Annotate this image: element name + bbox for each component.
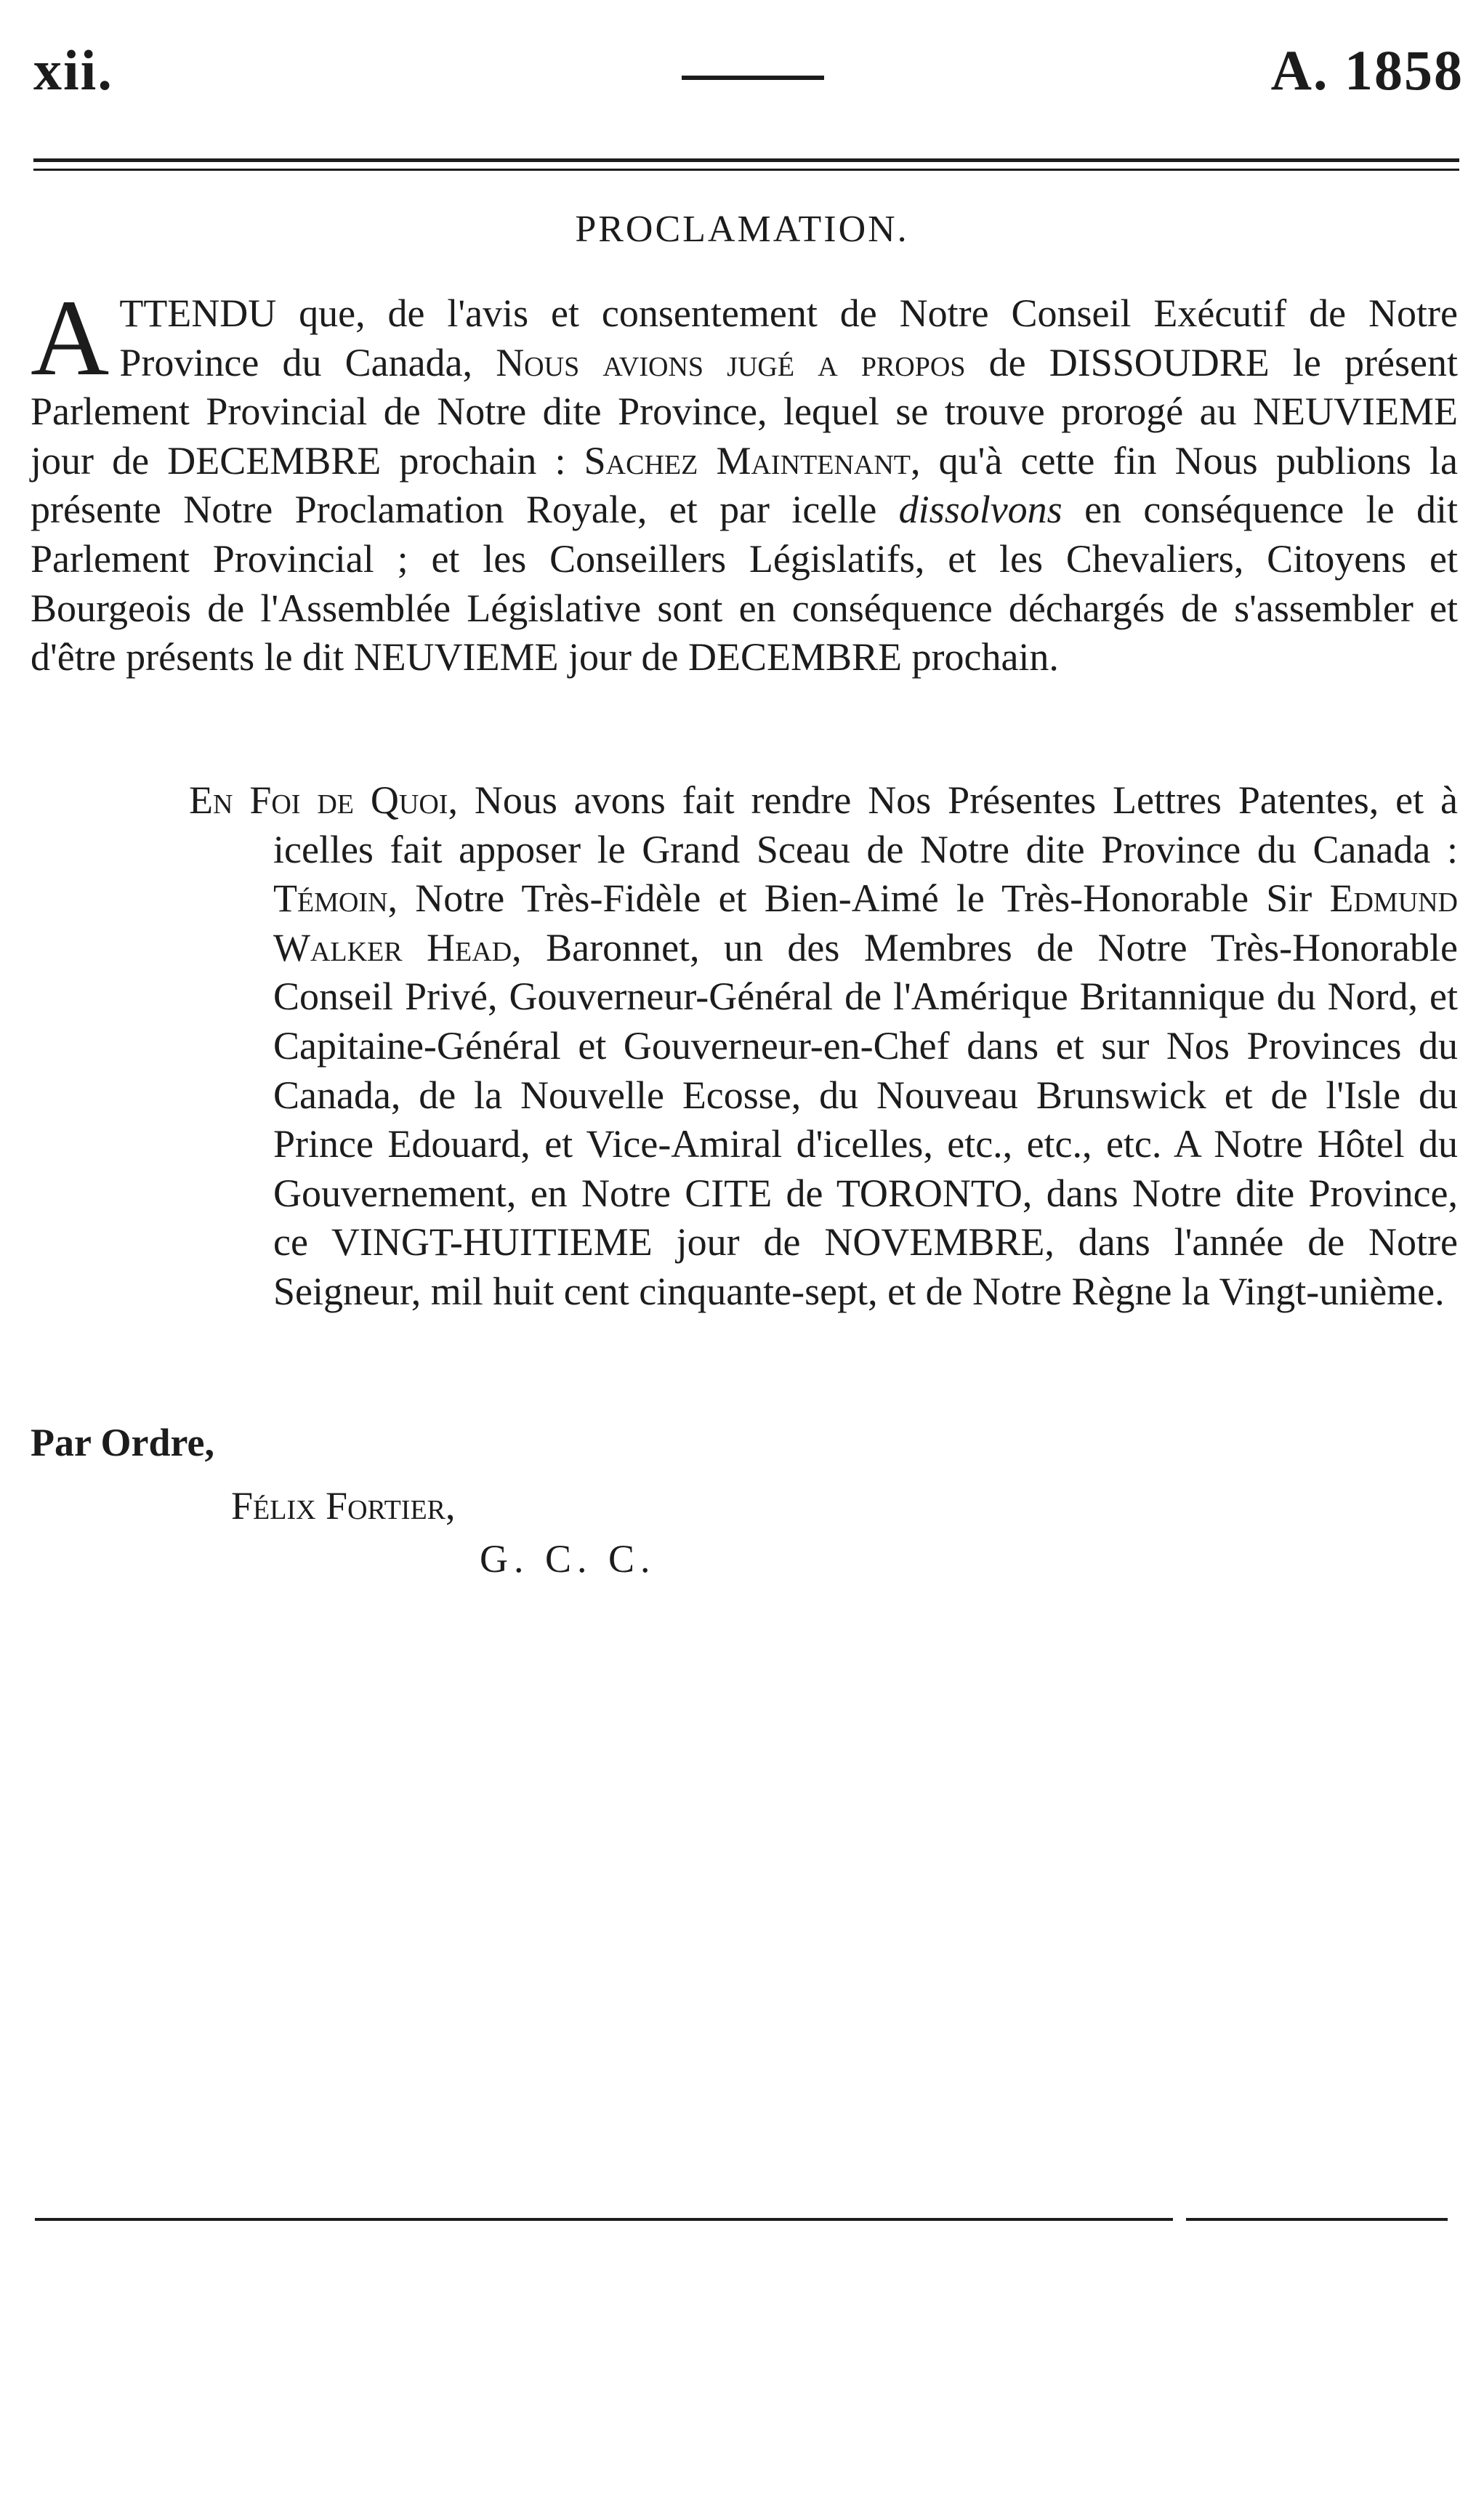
witness-text-1: , Nous avons fait rendre Nos Présentes Lettres Patentes, et à icelles fait apposer le Grand Sceau de Notre dite Province du Canada :: [273, 778, 1458, 871]
proclamation-title: PROCLAMATION.: [575, 209, 909, 250]
header-rule-top: [33, 158, 1459, 162]
header-rule-bottom: [33, 169, 1459, 171]
by-order: Par Ordre,: [31, 1421, 214, 1464]
preamble-text-3: , qu'à cette fin Nous publions la présente Notre Proclamation Royale, et par icelle: [31, 438, 1458, 532]
witness-paragraph: [189, 776, 1458, 1317]
drop-cap: A: [31, 278, 110, 398]
preamble-paragraph: [31, 278, 1458, 682]
witness-smallcaps-2: Témoin: [273, 876, 388, 921]
witness-smallcaps-1: En Foi de Quoi: [189, 778, 448, 822]
header-dash: [682, 76, 824, 80]
preamble-text-4: en conséquence le dit Parlement Provincial ; et les Conseillers Législatifs, et les Chevaliers, Citoyens et Bourgeois de l'Assemblée Législative sont en conséquence déchargés de s'assembler et d'être présents le dit NEUVIEME jour de DECEMBRE prochain.: [31, 488, 1458, 679]
signer-name: Félix Fortier,: [231, 1484, 456, 1528]
preamble-italic: dissolvons: [898, 488, 1062, 532]
witness-text-2: , Notre Très-Fidèle et Bien-Aimé le Très-Honorable Sir: [387, 876, 1330, 921]
preamble-text-2: de DISSOUDRE le présent Parlement Provincial de Notre dite Province, lequel se trouve prorogé au NEUVIEME jour de DECEMBRE prochain :: [31, 340, 1458, 483]
preamble-smallcaps-2: Sachez Maintenant: [584, 438, 911, 483]
witness-text-3: , Baronnet, un des Membres de Notre Très-Honorable Conseil Privé, Gouverneur-Général de l'Amérique Britannique du Nord, et Capitaine-Général et Gouverneur-en-Chef dans et sur Nos Provinces du Canada, de la Nouvelle Ecosse, du Nouveau Brunswick et de l'Isle du Prince Edouard, et Vice-Amiral d'icelles, etc., etc., etc. A Notre Hôtel du Gouvernement, en Notre CITE de TORONTO, dans Notre dite Province, ce VINGT-HUITIEME jour de NOVEMBRE, dans l'année de Notre Seigneur, mil huit cent cinquante-sept, et de Notre Règne la Vingt-unième.: [273, 925, 1458, 1313]
witness-smallcaps-3: Edmund Walker Head: [273, 876, 1458, 969]
page-number: xii.: [33, 39, 113, 102]
footer-rule-left: [35, 2218, 1173, 2221]
signer-title: G. C. C.: [480, 1537, 656, 1581]
footer-rule-right: [1186, 2218, 1448, 2221]
preamble-text-1: TTENDU que, de l'avis et consentement de Notre Conseil Exécutif de Notre Province du Canada,: [119, 291, 1458, 384]
preamble-smallcaps-1: Nous avions jugé a propos: [496, 340, 966, 384]
year-label: A. 1858: [1270, 39, 1464, 102]
